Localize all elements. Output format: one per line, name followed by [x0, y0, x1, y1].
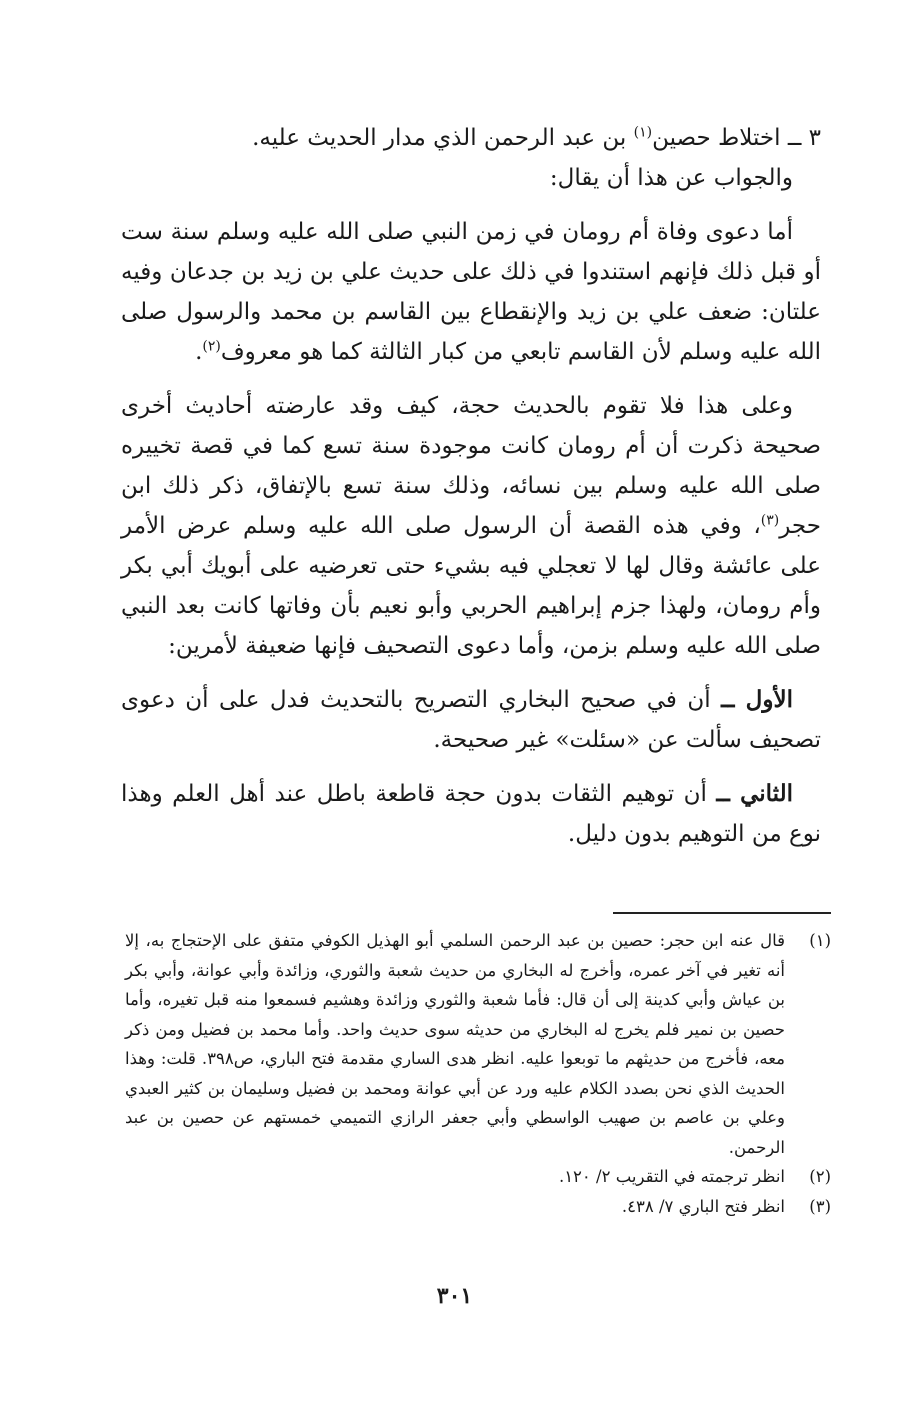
paragraph-counter-evidence [121, 386, 821, 666]
paragraph-text: وعلى هذا فلا تقوم بالحديث حجة، كيف وقد عارضته أحاديث أخرى صحيحة ذكرت أن أم رومان كانت موجودة سنة تسع كما في قصة تخييره صلى الله عليه وسلم بين نسائه، وذلك سنة تسع بالإتفاق، ذكر ذلك ابن حجر [121, 393, 821, 539]
footnote-ref-3[interactable]: (٣) [760, 512, 780, 529]
footnote-divider [613, 912, 831, 914]
paragraph-text-end: ، وفي هذه القصة أن الرسول صلى الله عليه وسلم عرض الأمر على عائشة وقال لها لا تعجلي فيه بشيء حتى تعرضيه على أبويك أبي بكر وأم رومان، ولهذا جزم إبراهيم الحربي وأبو نعيم بأن وفاتها كانت بعد النبي صلى الله عليه وسلم بزمن، وأما دعوى التصحيف فإنها ضعيفة لأمرين: [121, 513, 821, 659]
point-three-text-end: بن عبد الرحمن الذي مدار الحديث عليه. [252, 125, 634, 151]
paragraph-umm-ruman-death [121, 212, 821, 372]
first-reason-label: الأول ــ [721, 686, 793, 713]
footnote-ref-2[interactable]: (٢) [202, 338, 221, 355]
footnote-2 [125, 1162, 831, 1192]
footnote-3 [125, 1192, 831, 1222]
footnote-1 [125, 926, 831, 1162]
main-text [121, 118, 821, 854]
footnote-number: (١) [809, 931, 831, 950]
answer-intro: والجواب عن هذا أن يقال: [549, 165, 793, 191]
footnote-text: قال عنه ابن حجر: حصين بن عبد الرحمن السلمي أبو الهذيل الكوفي متفق على الإحتجاج به، إلا أنه تغير في آخر عمره، وأخرج له البخاري من حديث شعبة والثوري، وزائدة وأبي عوانة، وأبي بكر بن عياش وأبي كدينة إلى أن قال: فأما شعبة والثوري وزائدة وهشيم فسمعوا منه قبل تغيره، وأما حصين بن نمير فلم يخرج له البخاري من حديثه سوى حديث واحد. وأما محمد بن فضيل ومن ذكر معه، فأخرج من حديثهم ما توبعوا عليه. انظر هدى الساري مقدمة فتح الباري، ص٣٩٨. قلت: وهذا الحديث الذي نحن بصدد الكلام عليه ورد عن أبي عوانة ومحمد بن فضيل وسليمان بن كثير العبدي وعلي بن عاصم بن صهيب الواسطي وأبي جعفر الرازي التميمي خمستهم عن حصين بن عبد الرحمن. [125, 931, 785, 1157]
point-three-text: ٣ ــ اختلاط حصين [652, 125, 821, 151]
footnote-number: (٣) [809, 1196, 831, 1216]
second-reason-label: الثاني ــ [716, 780, 793, 807]
point-three [121, 118, 821, 158]
footnote-text: انظر فتح الباري ٧/ ٤٣٨. [621, 1196, 785, 1216]
first-reason-text: أن في صحيح البخاري التصريح بالتحديث فدل على أن دعوى تصحيف سألت عن «سئلت» غير صحيحة. [121, 687, 821, 753]
second-reason-text: أن توهيم الثقات بدون حجة قاطعة باطل عند أهل العلم وهذا نوع من التوهيم بدون دليل. [121, 781, 821, 847]
second-reason [121, 774, 821, 854]
footnote-number: (٢) [809, 1167, 831, 1186]
paragraph-text: أما دعوى وفاة أم رومان في زمن النبي صلى الله عليه وسلم سنة ست أو قبل ذلك فإنهم استندوا في ذلك على حديث علي بن زيد بن جدعان وفيه علتان: ضعف علي بن زيد والإنقطاع بين القاسم بن محمد والرسول صلى الله عليه وسلم لأن القاسم تابعي من كبار الثالثة كما هو معروف [121, 219, 821, 365]
footnotes [125, 926, 831, 1221]
footnote-text: انظر ترجمته في التقريب ٢/ ١٢٠. [558, 1167, 785, 1186]
first-reason [121, 680, 821, 760]
paragraph-end: . [195, 339, 203, 365]
footnote-ref-1[interactable]: (١) [633, 124, 653, 141]
page-number: ٣٠١ [436, 1283, 473, 1309]
